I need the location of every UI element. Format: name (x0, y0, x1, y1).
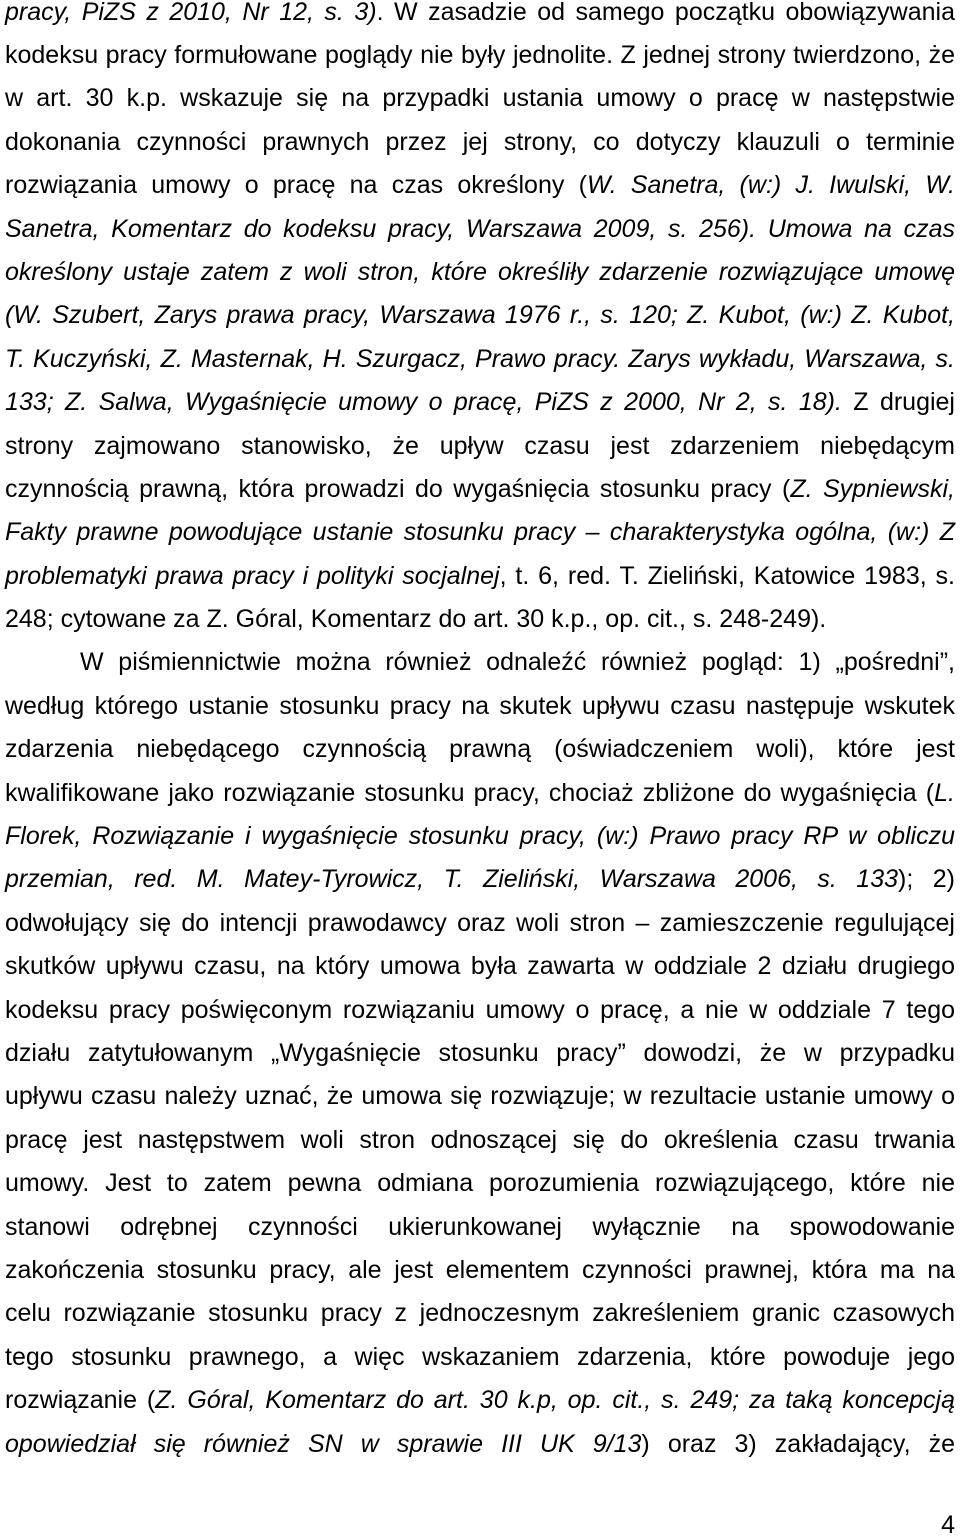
text-line (5, 0, 955, 34)
body-text: W piśmiennictwie można również odnaleźć również pogląd: 1) „pośredni”, (80, 648, 955, 677)
text-line (5, 251, 955, 294)
citation-text: T. Kuczyński, Z. Masternak, H. Szurgacz, Prawo pracy. Zarys wykładu, Warszawa, s. (5, 344, 955, 373)
body-text: zakończenia stosunku pracy, ale jest elementem czynności prawnej, która ma na (5, 1255, 955, 1284)
text-line (5, 641, 955, 684)
text-line (5, 989, 955, 1032)
text-line (5, 902, 955, 945)
body-text: strony zajmowano stanowisko, że upływ czasu jest zdarzeniem niebędącym (5, 431, 955, 460)
citation-text: Z. Sypniewski, (790, 474, 955, 503)
citation-text: Z. Góral, Komentarz do art. 30 k.p, op. cit., s. 249; za taką koncepcją (155, 1386, 955, 1415)
text-line (5, 1119, 955, 1162)
body-text: czynnością prawną, która prowadzi do wygaśnięcia stosunku pracy ( (5, 474, 791, 503)
text-line (5, 1249, 955, 1292)
body-text: w art. 30 k.p. wskazuje się na przypadki ustania umowy o pracę w następstwie (5, 84, 955, 113)
citation-text: pracy, PiZS z 2010, Nr 12, s. 3) (5, 0, 377, 26)
text-line (5, 772, 955, 815)
body-text: zdarzenia niebędącego czynnością prawną (oświadczeniem woli), które jest (5, 735, 955, 764)
body-text: według którego ustanie stosunku pracy na skutek upływu czasu następuje wskutek (5, 691, 955, 720)
citation-text: określony ustaje zatem z woli stron, które określiły zdarzenie rozwiązujące umowę (5, 257, 955, 286)
body-text: Z drugiej (841, 388, 955, 417)
body-text: tego stosunku prawnego, a więc wskazaniem zdarzenia, które powoduje jego (5, 1342, 955, 1371)
citation-text: problematyki prawa pracy i polityki socjalnej (5, 561, 500, 590)
text-line (5, 511, 955, 554)
body-text: pracę jest następstwem woli stron odnoszącej się do określenia czasu trwania (5, 1125, 955, 1154)
body-text: kodeksu pracy formułowane poglądy nie były jednolite. Z jednej strony twierdzono, że (5, 41, 955, 69)
citation-text: L. (934, 778, 955, 807)
paragraph-2 (5, 641, 955, 1465)
body-text: rozwiązanie ( (5, 1386, 156, 1415)
text-line (5, 34, 955, 77)
text-line (5, 728, 955, 771)
body-text: rozwiązania umowy o pracę na czas określony ( (5, 171, 587, 200)
text-line (5, 555, 955, 598)
body-text: celu rozwiązanie stosunku pracy z jednoczesnym zakreśleniem granic czasowych (5, 1299, 955, 1328)
citation-text: przemian, red. M. Matey-Tyrowicz, T. Zieliński, Warszawa 2006, s. 133 (5, 865, 899, 894)
text-line (5, 1032, 955, 1075)
text-line (5, 77, 955, 120)
body-text: , t. 6, red. T. Zieliński, Katowice 1983, s. (499, 561, 955, 590)
citation-text: Florek, Rozwiązanie i wygaśnięcie stosunku pracy, (w:) Prawo pracy RP w obliczu (5, 822, 955, 851)
citation-text: W. Sanetra, (w:) J. Iwulski, W. (586, 171, 955, 200)
text-line (5, 598, 955, 641)
body-text: dokonania czynności prawnych przez jej strony, co dotyczy klauzuli o terminie (5, 127, 955, 156)
body-text: kodeksu pracy poświęconym rozwiązaniu umowy o pracę, a nie w oddziale 7 tego (5, 995, 955, 1024)
text-line (5, 121, 955, 164)
text-line (5, 294, 955, 337)
body-text: skutków upływu czasu, na który umowa była zawarta w oddziale 2 działu drugiego (5, 952, 955, 981)
document-body (5, 0, 955, 1466)
text-line (5, 815, 955, 858)
text-line (5, 208, 955, 251)
text-line (5, 945, 955, 988)
text-line (5, 1162, 955, 1205)
text-line (5, 381, 955, 424)
text-line (5, 1206, 955, 1249)
citation-text: 133; Z. Salwa, Wygaśnięcie umowy o pracę, PiZS z 2000, Nr 2, s. 18). (5, 388, 842, 417)
citation-text: Sanetra, Komentarz do kodeksu pracy, Warszawa 2009, s. 256). Umowa na czas (5, 214, 955, 243)
body-text: kwalifikowane jako rozwiązanie stosunku pracy, chociaż zbliżone do wygaśnięcia ( (5, 778, 935, 807)
text-line (5, 1075, 955, 1118)
body-text: odwołujący się do intencji prawodawcy oraz woli stron – zamieszczenie regulującej (5, 908, 955, 937)
body-text: umowy. Jest to zatem pewna odmiana porozumienia rozwiązującego, które nie (5, 1169, 955, 1198)
text-line (5, 1336, 955, 1379)
body-text: upływu czasu należy uznać, że umowa się rozwiązuje; w rezultacie ustanie umowy o (5, 1082, 955, 1111)
text-line (5, 425, 955, 468)
body-text: . W zasadzie od samego początku obowiązywania (376, 0, 955, 26)
text-line (5, 468, 955, 511)
body-text: działu zatytułowanym „Wygaśnięcie stosunku pracy” dowodzi, że w przypadku (5, 1038, 955, 1067)
text-line (5, 1379, 955, 1422)
body-text: 248; cytowane za Z. Góral, Komentarz do art. 30 k.p., op. cit., s. 248-249). (5, 605, 827, 634)
paragraph-1 (5, 0, 955, 641)
text-line (5, 1423, 955, 1466)
body-text: ) oraz 3) zakładający, że (641, 1429, 955, 1458)
text-line (5, 338, 955, 381)
body-text: ); 2) (898, 865, 955, 894)
text-line (5, 1292, 955, 1335)
body-text: stanowi odrębnej czynności ukierunkowanej wyłącznie na spowodowanie (5, 1212, 955, 1241)
text-line (5, 858, 955, 901)
text-line (5, 164, 955, 207)
citation-text: Fakty prawne powodujące ustanie stosunku pracy – charakterystyka ogólna, (w:) Z (5, 518, 955, 547)
page-number: 4 (941, 1511, 955, 1537)
citation-text: (W. Szubert, Zarys prawa pracy, Warszawa 1976 r., s. 120; Z. Kubot, (w:) Z. Kubot, (5, 301, 955, 330)
citation-text: opowiedział się również SN w sprawie III UK 9/13 (5, 1429, 642, 1458)
text-line (5, 685, 955, 728)
